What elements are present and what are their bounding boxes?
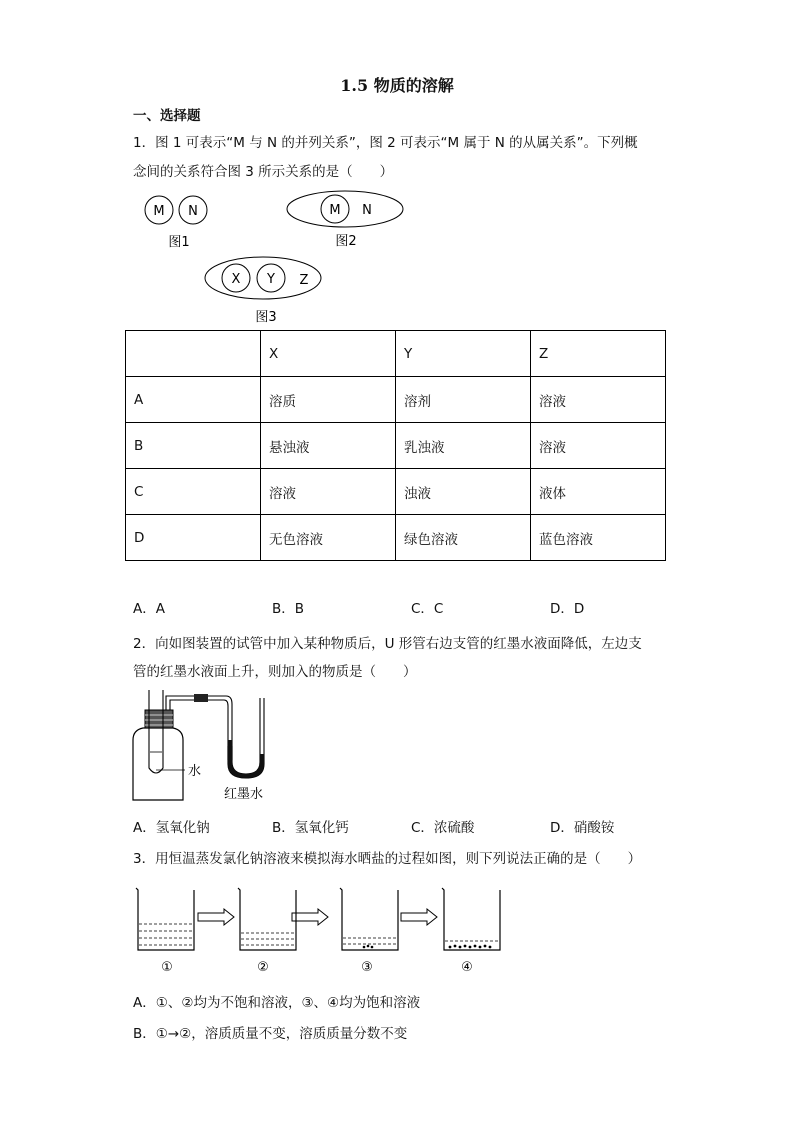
q3-beaker-diagram [128, 884, 508, 976]
bottle [133, 728, 183, 800]
table-cell: 蓝色溶液 [531, 515, 666, 561]
table-cell: B [126, 423, 261, 469]
fig3-label-y: Y [267, 272, 275, 287]
q2-stem-line2: 管的红墨水液面上升，则加入的物质是（ ） [133, 664, 417, 680]
q2-choices [133, 816, 693, 836]
table-cell: 无色溶液 [261, 515, 396, 561]
table-cell: 绿色溶液 [396, 515, 531, 561]
q2-apparatus-diagram [128, 686, 288, 806]
table-row [126, 515, 666, 561]
q3-stem: 3．用恒温蒸发氯化钠溶液来模拟海水晒盐的过程如图，则下列说法正确的是（ ） [133, 851, 642, 867]
table-header-row [126, 331, 666, 377]
arrow-right-icon [198, 909, 234, 925]
table-cell: Y [396, 331, 531, 377]
fig1-label-m: M [153, 204, 165, 219]
fig2-ellipse-n [287, 191, 403, 227]
choice-b[interactable]: B．B [272, 601, 305, 617]
choice-a[interactable]: A．A [133, 601, 165, 617]
table-cell: 溶液 [531, 423, 666, 469]
beaker-label-3: ③ [361, 960, 373, 975]
beaker-3 [340, 888, 398, 950]
q2-stem-line1: 2．向如图装置的试管中加入某种物质后，U 形管右边支管的红墨水液面降低，左边支 [133, 636, 642, 652]
table-cell: 溶液 [261, 469, 396, 515]
choice-a[interactable]: A．氢氧化钠 [133, 820, 210, 836]
fig3-caption: 图3 [255, 310, 277, 325]
table-cell: X [261, 331, 396, 377]
beaker-label-2: ② [257, 960, 269, 975]
table-cell: Z [531, 331, 666, 377]
fig2-label-n: N [362, 203, 372, 218]
beaker-4 [442, 888, 500, 950]
table-cell: 液体 [531, 469, 666, 515]
q3-option-b[interactable]: B．①→②，溶质质量不变，溶质质量分数不变 [133, 1026, 408, 1042]
arrow-right-icon [401, 909, 437, 925]
fig3-label-z: Z [299, 273, 309, 288]
q1-choices [133, 597, 693, 617]
q1-stem-line2: 念间的关系符合图 3 所示关系的是（ ） [133, 164, 394, 180]
table-row [126, 469, 666, 515]
q1-stem-line1: 1．图 1 可表示“M 与 N 的并列关系”，图 2 可表示“M 属于 N 的从属关系”。下列概 [133, 135, 638, 151]
beaker-label-1: ① [161, 960, 173, 975]
red-ink-liquid [228, 740, 264, 778]
choice-d[interactable]: D．硝酸铵 [550, 820, 615, 836]
delivery-tube [166, 696, 232, 760]
table-cell: 悬浊液 [261, 423, 396, 469]
choice-d[interactable]: D．D [550, 601, 585, 617]
table-cell: C [126, 469, 261, 515]
table-cell: 浊液 [396, 469, 531, 515]
beaker-1 [136, 888, 194, 950]
section-heading: 一、选择题 [133, 108, 201, 124]
choice-c[interactable]: C．C [411, 601, 444, 617]
fig3-label-x: X [231, 272, 241, 287]
table-cell: 溶液 [531, 377, 666, 423]
choice-c[interactable]: C．浓硫酸 [411, 820, 475, 836]
table-cell [126, 331, 261, 377]
table-cell: 溶剂 [396, 377, 531, 423]
fig1-label-n: N [188, 204, 198, 219]
arrow-right-icon [292, 909, 328, 925]
fig2-label-m: M [329, 203, 341, 218]
q1-options-table [125, 330, 666, 561]
q1-diagrams [130, 188, 430, 328]
q3-option-a[interactable]: A．①、②均为不饱和溶液，③、④均为饱和溶液 [133, 995, 421, 1011]
beaker-2 [238, 888, 296, 950]
table-cell: D [126, 515, 261, 561]
choice-b[interactable]: B．氢氧化钙 [272, 820, 349, 836]
page-title: 1.5 物质的溶解 [340, 76, 454, 95]
table-row [126, 377, 666, 423]
table-cell: 溶质 [261, 377, 396, 423]
table-row [126, 423, 666, 469]
label-red-ink: 红墨水 [224, 787, 264, 802]
table-cell: A [126, 377, 261, 423]
label-water: 水 [188, 764, 202, 779]
table-cell: 乳浊液 [396, 423, 531, 469]
fig1-caption: 图1 [168, 235, 190, 250]
u-tube [228, 698, 264, 778]
fig2-caption: 图2 [335, 234, 357, 249]
rubber-joint [194, 694, 208, 702]
beaker-label-4: ④ [461, 960, 473, 975]
test-tube [149, 690, 163, 773]
